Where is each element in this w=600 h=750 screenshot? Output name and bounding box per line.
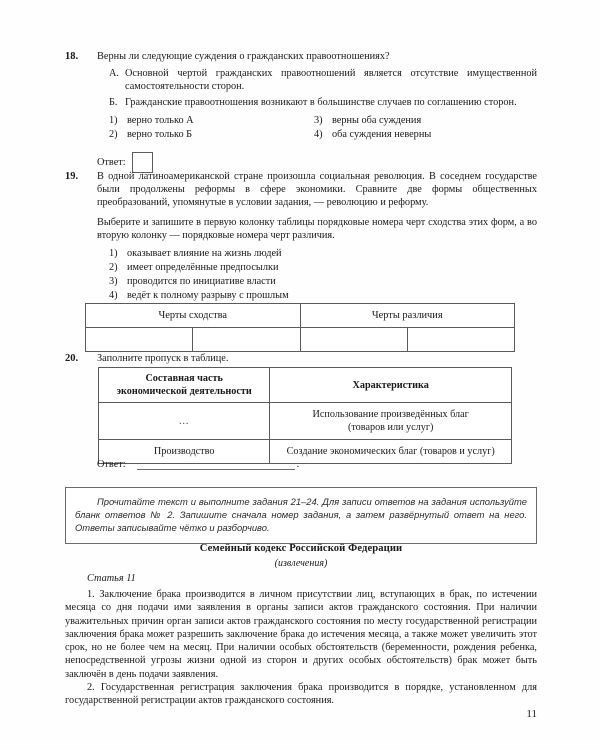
header-similarities: Черты сходства: [86, 304, 301, 328]
header-differences: Черты различия: [300, 304, 515, 328]
source-document-body: [65, 588, 537, 708]
answer-cell-2[interactable]: [193, 328, 300, 352]
table-header-row: [99, 368, 512, 403]
task-20-answer-row: [97, 459, 299, 470]
source-document-article: Статья 11: [87, 573, 136, 584]
header-component-part-line1: Составная часть: [145, 373, 223, 384]
economic-activity-table: [98, 367, 512, 464]
part-cell-2: Производство: [99, 440, 270, 464]
answer-cell-1[interactable]: [86, 328, 193, 352]
task-18: [65, 50, 537, 173]
source-document-subtitle: (извлечения): [274, 558, 328, 569]
task-19-paragraph-2: Выберите и запишите в первую колонку таблицы порядковые номера черт сходства этих форм, а во вторую колонку — порядковые номера черт различия.: [97, 216, 537, 241]
header-component-part: [99, 368, 270, 403]
instruction-note-box: [65, 487, 537, 544]
characteristic-cell-2: Создание экономических благ (товаров и услуг): [270, 440, 512, 464]
task-19-number: 19.: [65, 171, 79, 182]
instruction-note-text: Прочитайте текст и выполните задания 21–24. Для записи ответов на задания используйте бланк ответов № 2. Запишите сначала номер задания, а затем развёрнутый ответ на него. Ответы записывайте чётко и разборчиво.: [75, 496, 527, 534]
gap-cell[interactable]: …: [99, 403, 270, 440]
option-1-label: верно только А: [127, 114, 194, 126]
feature-option-2[interactable]: [109, 261, 537, 275]
header-component-part-line2: экономической деятельности: [116, 386, 252, 397]
task-20: [65, 352, 537, 365]
option-2-label: верно только Б: [127, 128, 193, 140]
statement-a-mark: А.: [109, 68, 120, 80]
feature-option-3[interactable]: [109, 275, 537, 289]
task-18-options: [109, 114, 537, 144]
feature-option-1-number: 1): [109, 248, 118, 260]
characteristic-cell-1-line1: Использование произведённых благ: [312, 409, 469, 420]
statement-b-mark: Б.: [109, 96, 118, 108]
table-header-row: [86, 304, 515, 328]
table-row: [99, 403, 512, 440]
source-paragraph-2: 2. Государственная регистрация заключения брака производится в порядке, установленном для государственной регистрации актов гражданского состояния.: [65, 682, 537, 707]
header-characteristic: Характеристика: [270, 368, 512, 403]
source-paragraph-1: 1. Заключение брака производится в личном присутствии лиц, вступающих в брак, по истечении месяца со дня подачи ими заявления в органы записи актов гражданского состояния. При наличии уважительных причин орган записи актов гражданского состояния по месту государственной регистрации заключения брака может разрешить заключение брака до истечения месяца, а также может увеличить этот срок, но не более чем на месяц. При наличии особых обстоятельств (беременности, рождения ребенка, непосредственной угрозы жизни одной из сторон и других особых обстоятельств) брак может быть заключён в день подачи заявления.: [65, 589, 537, 680]
option-3-label: верны оба суждения: [332, 114, 422, 126]
feature-option-2-number: 2): [109, 262, 118, 274]
similarity-difference-table: [85, 303, 515, 352]
option-4-number: 4): [314, 128, 323, 140]
answer-cell-3[interactable]: [300, 328, 407, 352]
option-2-number: 2): [109, 128, 118, 140]
statement-a-text: Основной чертой гражданских правоотношений является отсутствие имущественной самостоятельности сторон.: [125, 68, 537, 93]
feature-option-1-label: оказывает влияние на жизнь людей: [127, 248, 282, 260]
option-3[interactable]: [314, 114, 431, 128]
answer-cell-4[interactable]: [407, 328, 514, 352]
feature-option-4[interactable]: [109, 289, 537, 303]
page-number: 11: [526, 708, 537, 720]
option-4-label: оба суждения неверны: [332, 128, 432, 140]
task-18-statements: [109, 67, 537, 109]
task-20-answer-period: .: [296, 459, 300, 470]
feature-option-4-number: 4): [109, 290, 118, 302]
feature-option-3-label: проводится по инициативе власти: [127, 276, 276, 288]
task-20-answer-label: Ответ:: [97, 459, 126, 470]
task-18-number: 18.: [65, 51, 79, 62]
task-20-answer-line[interactable]: [137, 459, 295, 470]
task-19-paragraph-1: В одной латиноамериканской стране произошла социальная революция. В соседнем государстве были продолжены реформы в сфере экономики. Сравните две формы общественных преобразований, упомянутые в условии задания, — революцию и реформу.: [97, 171, 537, 209]
characteristic-cell-1-line2: (товаров или услуг): [347, 422, 434, 433]
option-1-number: 1): [109, 114, 118, 126]
source-document-title: Семейный кодекс Российской Федерации: [199, 543, 403, 554]
task-18-options-right: [314, 114, 431, 142]
task-19: [65, 170, 537, 303]
option-3-number: 3): [314, 114, 323, 126]
feature-option-4-label: ведёт к полному разрыву с прошлым: [127, 290, 289, 302]
feature-option-3-number: 3): [109, 276, 118, 288]
statement-b: [109, 96, 537, 109]
characteristic-cell-1: [270, 403, 512, 440]
statement-b-text: Гражданские правоотношения возникают в большинстве случаев по соглашению сторон.: [125, 96, 517, 108]
task-18-options-left: [109, 114, 194, 142]
task-18-answer-label: Ответ:: [97, 156, 126, 168]
feature-option-2-label: имеет определённые предпосылки: [127, 262, 279, 274]
option-4[interactable]: [314, 128, 431, 142]
table-row: [86, 328, 515, 352]
statement-a: [109, 67, 537, 93]
task-20-instruction: Заполните пропуск в таблице.: [97, 353, 229, 364]
feature-option-1[interactable]: [109, 247, 537, 261]
task-20-number: 20.: [65, 353, 79, 364]
task-18-question: Верны ли следующие суждения о гражданских правоотношениях?: [97, 51, 390, 62]
option-2[interactable]: [109, 128, 194, 142]
option-1[interactable]: [109, 114, 194, 128]
task-19-options: [109, 247, 537, 303]
